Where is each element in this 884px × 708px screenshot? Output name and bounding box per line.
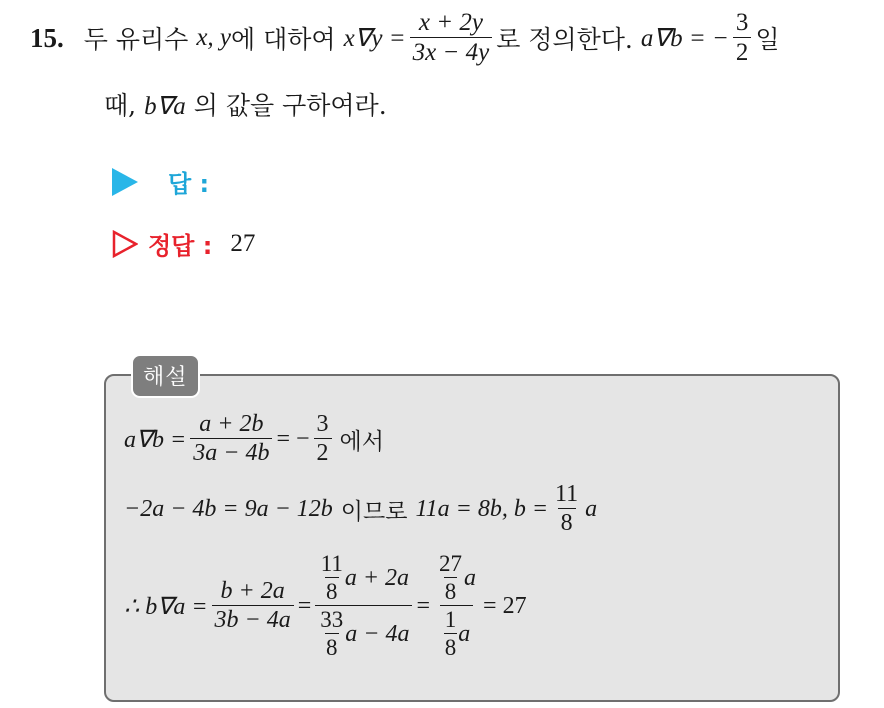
exp3-fraction-1 — [212, 579, 294, 633]
outline-arrow-icon — [112, 230, 138, 258]
exp3-eq2: = — [416, 592, 431, 619]
definition-lhs: x∇y = — [343, 25, 406, 53]
exp1-fraction — [190, 412, 272, 466]
explanation-line-1 — [124, 412, 384, 466]
condition-lhs: a∇b = − — [640, 25, 729, 53]
exp3-lhs: ∴ b∇a = — [124, 593, 208, 620]
condition-denominator: 2 — [733, 37, 752, 66]
condition-fraction — [733, 10, 752, 67]
exp1-denominator: 3a − 4b — [190, 438, 272, 466]
exp1-suffix: 에서 — [339, 428, 384, 455]
correct-answer-row — [112, 226, 255, 261]
exp1-fraction-2 — [314, 412, 332, 466]
exp3-inner-frac-3 — [438, 552, 463, 604]
exp3-numerator-1: b + 2a — [220, 578, 285, 605]
question-text-f: 의 값을 구하여라. — [193, 91, 387, 120]
exp3-compound-numerator — [316, 552, 412, 605]
exp3-compound-denominator — [315, 605, 412, 660]
exp1-eq: = − — [276, 425, 310, 452]
exp3-inner-num-1: 11 — [320, 551, 343, 576]
question-text-e: 때, — [104, 91, 137, 120]
exp3-compound-fraction — [315, 552, 412, 661]
exp3-inner-num-4: 1 — [444, 607, 457, 633]
definition-numerator: x + 2y — [418, 9, 483, 36]
play-arrow-icon — [112, 168, 138, 196]
exp3-inner-den-1: 8 — [326, 579, 338, 605]
exp2-denominator: 8 — [558, 508, 576, 536]
answer-label: 답 : — [168, 170, 210, 198]
exp3-inner-var-3: a — [464, 564, 477, 591]
exp2-numerator: 11 — [555, 481, 579, 507]
exp3-inner-var-4: a — [458, 620, 471, 647]
exp3-eq: = — [297, 592, 312, 619]
question-line-2 — [104, 86, 387, 122]
explanation-tab: 해설 — [131, 354, 200, 398]
condition-numerator: 3 — [735, 9, 749, 36]
exp3-inner-rest-2: a − 4a — [345, 620, 410, 647]
exp2-fraction — [552, 482, 581, 536]
exp3-inner-den-2: 8 — [326, 635, 338, 661]
exp3-inner-num-2: 33 — [320, 607, 344, 633]
exp2-eq2: 11a = 8b, b = — [415, 495, 549, 522]
exp3-inner-frac-4 — [444, 608, 458, 660]
question-text-d: 일 — [755, 25, 780, 55]
question-target: b∇a — [144, 93, 186, 120]
exp3-compound-numerator-2 — [434, 552, 479, 605]
exp3-inner-frac-2 — [319, 608, 344, 660]
exp3-inner-frac-1 — [320, 552, 344, 604]
exp2-eq1: −2a − 4b = 9a − 12b — [124, 495, 333, 522]
exp3-inner-rest-1: a + 2a — [344, 564, 410, 591]
question-text-a: 두 유리수 — [83, 25, 189, 55]
exp1-numerator: a + 2b — [199, 411, 264, 437]
exp1-lhs: a∇b = — [124, 426, 187, 453]
exp2-mid: 이므로 — [340, 498, 408, 525]
definition-denominator: 3x − 4y — [410, 37, 493, 66]
question-text-b: 에 대하여 — [231, 25, 336, 55]
exp3-inner-den-3: 8 — [444, 579, 457, 605]
exp3-result: = 27 — [483, 592, 527, 619]
question-vars: x, y — [196, 24, 232, 52]
exp2-var: a — [585, 495, 598, 522]
correct-answer-value: 27 — [230, 229, 256, 257]
exp3-compound-fraction-2 — [434, 552, 479, 661]
question-text-c: 로 정의한다. — [496, 25, 633, 55]
exp3-inner-num-3: 27 — [439, 551, 463, 576]
exp3-compound-denominator-2 — [440, 605, 474, 660]
definition-fraction — [410, 10, 493, 67]
exp1-numerator-2: 3 — [316, 411, 329, 437]
question-line-1 — [30, 10, 779, 67]
exp1-denominator-2: 2 — [314, 438, 332, 466]
answer-row — [112, 164, 209, 199]
exp3-inner-den-4: 8 — [444, 635, 457, 661]
correct-answer-label: 정답 : — [148, 232, 213, 260]
explanation-line-3 — [124, 552, 527, 661]
question-number: 15. — [30, 22, 64, 53]
exp3-denominator-1: 3b − 4a — [212, 605, 294, 633]
explanation-line-2 — [124, 482, 597, 536]
